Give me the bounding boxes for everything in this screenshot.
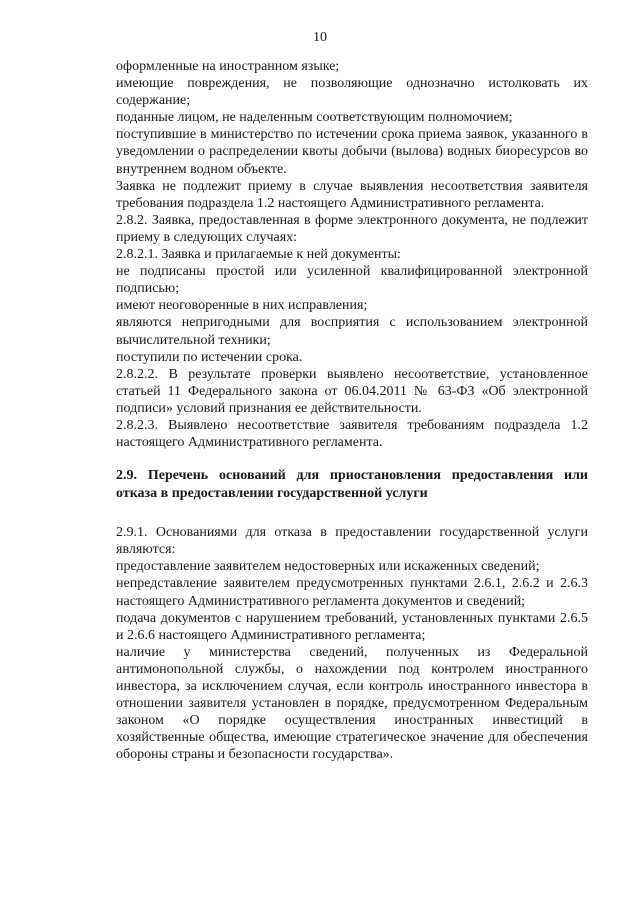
paragraph: подача документов с нарушением требований, установленных пунктами 2.6.5 и 2.6.6 настоящего Административного регламента; — [116, 610, 588, 643]
paragraph: 2.9.1. Основаниями для отказа в предоставлении государственной услуги являются: — [116, 525, 588, 558]
paragraph: 2.8.2.3. Выявлено несоответствие заявителя требованиям подраздела 1.2 настоящего Административного регламента. — [116, 417, 588, 451]
paragraph: поданные лицом, не наделенным соответствующим полномочием; — [116, 110, 513, 126]
section-2-8-list — [116, 58, 588, 451]
paragraph: непредставление заявителем предусмотренных пунктами 2.6.1, 2.6.2 и 2.6.3 настоящего Административного регламента документов и сведений; — [116, 576, 588, 609]
paragraph: 2.8.2.1. Заявка и прилагаемые к ней документы: — [116, 247, 401, 263]
paragraph: не подписаны простой или усиленной квалифицированной электронной подписью; — [116, 264, 588, 297]
paragraph: предоставление заявителем недостоверных или искаженных сведений; — [116, 559, 540, 575]
paragraph: поступили по истечении срока. — [116, 349, 303, 365]
document-body — [116, 58, 588, 763]
section-2-9-list — [116, 524, 588, 763]
paragraph: имеют неоговоренные в них исправления; — [116, 298, 368, 314]
paragraph: поступившие в министерство по истечении срока приема заявок, указанного в уведомлении о распределении квоты добычи (вылова) водных биоресурсов во внутреннем водном объекте. — [116, 127, 588, 177]
paragraph: 2.8.2.2. В результате проверки выявлено несоответствие, установленное статьей 11 Федерального закона от 06.04.2011 № 63-ФЗ «Об электронной подписи» условий признания ее действительности. — [116, 366, 588, 416]
paragraph: 2.8.2. Заявка, предоставленная в форме электронного документа, не подлежит приему в следующих случаях: — [116, 212, 588, 245]
paragraph: оформленные на иностранном языке; — [116, 59, 340, 74]
page-number: 10 — [313, 30, 327, 45]
paragraph: наличие у министерства сведений, полученных из Федеральной антимонопольной службы, о нахождении под контролем иностранного инвестора, за исключением случая, если контроль иностранного инвестора в отношении заявителя установлен в порядке, предусмотренном Федеральным законом «О порядке осуществления иностранных инвестиций в хозяйственные общества, имеющие стратегическое значение для обеспечения обороны страны и безопасности государства». — [116, 644, 588, 763]
paragraph: имеющие повреждения, не позволяющие однозначно истолковать их содержание; — [116, 76, 588, 109]
paragraph: Заявка не подлежит приему в случае выявления несоответствия заявителя требования подраздела 1.2 настоящего Административного регламента. — [116, 178, 588, 211]
paragraph: являются непригодными для восприятия с использованием электронной вычислительной техники; — [116, 315, 588, 348]
section-heading: 2.9. Перечень оснований для приостановления предоставления или отказа в предоставлении государственной услуги — [116, 468, 588, 502]
